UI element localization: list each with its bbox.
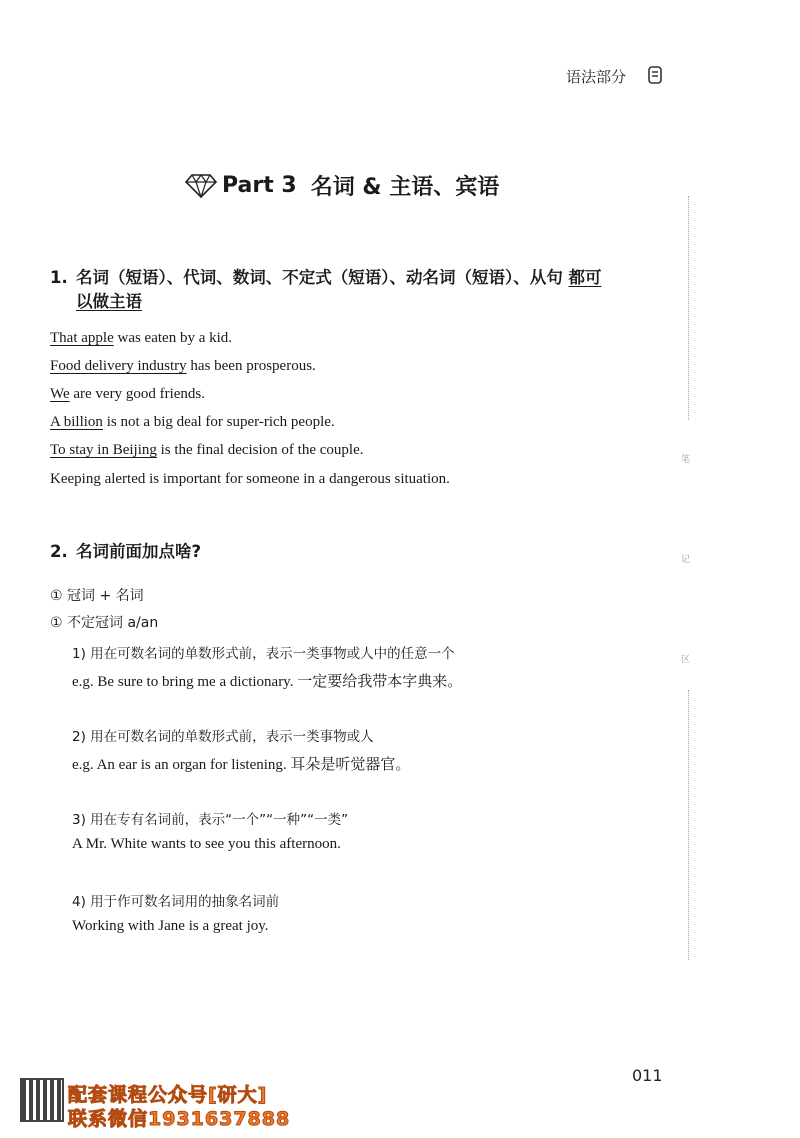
section-number: 1. — [50, 268, 68, 287]
running-header: 语法部分 — [566, 68, 627, 86]
heading-text: 名词前面加点啥? — [76, 542, 202, 561]
page-number: 011 — [632, 1066, 663, 1085]
title-text: 名词 & 主语、宾语 — [310, 175, 500, 200]
example-sentence — [50, 471, 450, 488]
margin-note: 区 — [681, 655, 691, 665]
example-sentence — [50, 442, 363, 459]
subheading-indefinite-article: ① 不定冠词 a/an — [50, 615, 159, 631]
heading-text: 名词（短语）、代词、数词、不定式（短语）、动名词（短语）、从句 — [76, 268, 563, 287]
qr-code-icon — [20, 1078, 64, 1122]
sentence-rest: was eaten by a kid. — [113, 330, 233, 346]
margin-dotted-line — [688, 196, 689, 420]
rule-example: A Mr. White wants to see you this afternoon. — [72, 836, 341, 852]
page-title — [184, 170, 499, 201]
sentence-rest: are very good friends. — [69, 386, 205, 402]
example-sentence — [50, 414, 335, 431]
subject-underlined: Food delivery industry — [50, 358, 187, 374]
margin-note: 笔 — [681, 455, 691, 465]
rule-text: 4) 用于作可数名词用的抽象名词前 — [72, 894, 280, 910]
rule-text: 3) 用在专有名词前，表示“一个”“一种”“一类” — [72, 812, 349, 828]
example-sentence — [50, 386, 205, 403]
sentence-rest: is not a big deal for super-rich people. — [102, 414, 335, 430]
sentence-rest: is the final decision of the couple. — [156, 442, 364, 458]
sentence-rest: Keeping alerted is important for someone in a dangerous situation. — [50, 471, 450, 487]
rule-example: e.g. An ear is an organ for listening. 耳朵是听觉器官。 — [72, 757, 411, 773]
promo-line: 联系微信1931637888 — [68, 1108, 291, 1130]
rule-example: e.g. Be sure to bring me a dictionary. 一定要给我带本字典来。 — [72, 674, 463, 690]
diamond-icon — [184, 174, 218, 198]
bookmark-icon — [648, 66, 662, 84]
heading-underlined: 都可 — [568, 268, 602, 287]
section-2-heading — [50, 540, 201, 564]
section-1-heading — [50, 266, 670, 314]
promo-line: 配套课程公众号[研大] — [68, 1084, 268, 1106]
section-number: 2. — [50, 542, 68, 561]
subject-underlined: That apple — [50, 330, 114, 346]
rule-text: 1) 用在可数名词的单数形式前，表示一类事物或人中的任意一个 — [72, 646, 455, 662]
margin-note: 记 — [681, 555, 691, 565]
subheading-article-noun: ① 冠词 + 名词 — [50, 588, 144, 604]
part-label: Part 3 — [222, 173, 297, 198]
subject-underlined: A billion — [50, 414, 103, 430]
subject-underlined: We — [50, 386, 70, 402]
subject-underlined: To stay in Beijing — [50, 442, 157, 458]
example-sentence — [50, 358, 316, 375]
rule-example: Working with Jane is a great joy. — [72, 918, 269, 934]
rule-text: 2) 用在可数名词的单数形式前，表示一类事物或人 — [72, 729, 374, 745]
margin-dotted-line — [688, 690, 689, 960]
example-sentence — [50, 330, 232, 347]
heading-underlined-2: 以做主语 — [76, 292, 142, 311]
sentence-rest: has been prosperous. — [186, 358, 316, 374]
